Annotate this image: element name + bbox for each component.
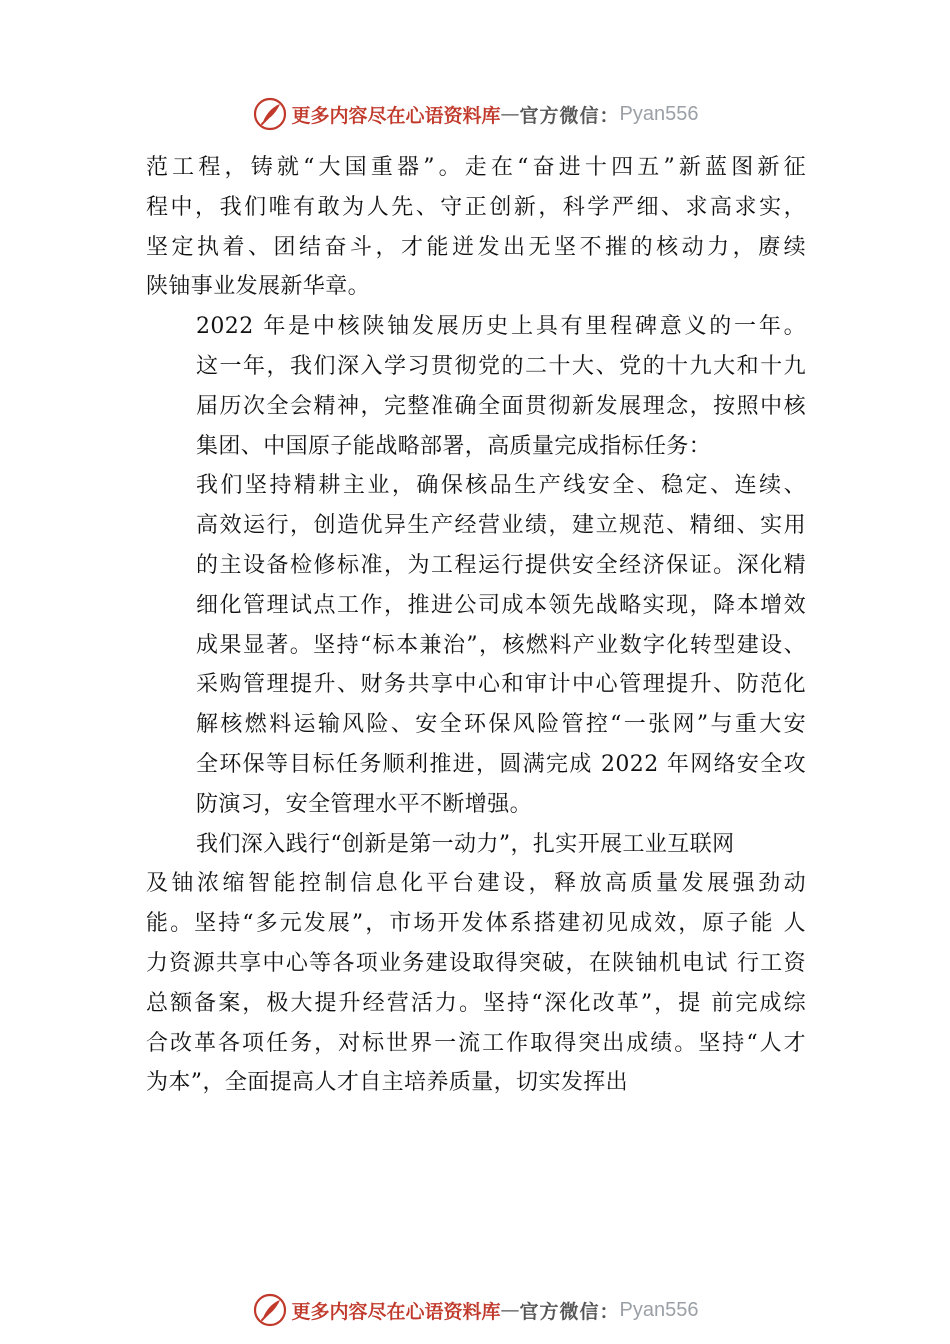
footer-watermark: [0, 1290, 950, 1330]
text-line: 防演习，安全管理水平不断增强。: [196, 791, 533, 817]
paragraph: [146, 864, 806, 1103]
text-line: 成果显著。坚持“标本兼治”，核燃料产业数字化转型建设、: [196, 632, 806, 658]
text-line: 能。坚持“多元发展”，市场开发体系搭建初见成效，原子能 人: [146, 911, 806, 937]
text-line: 的主设备检修标准，为工程运行提供安全经济保证。深化精: [196, 552, 806, 578]
text-line: 力资源共享中心等各项业务建设取得突破，在陕铀机电试 行工资: [146, 950, 806, 976]
watermark-contact-label: 官方微信：: [519, 1300, 620, 1323]
watermark-separator: —: [500, 1299, 520, 1321]
paragraph: [146, 825, 806, 865]
text-line: 坚定执着、团结奋斗，才能迸发出无坚不摧的核动力，赓续: [146, 234, 806, 260]
text-line: 这一年，我们深入学习贯彻党的二十大、党的十九大和十九: [196, 353, 806, 379]
header-watermark: [0, 94, 950, 134]
text-line: 全环保等目标任务顺利推进，圆满完成 2022 年网络安全攻: [196, 751, 806, 777]
text-line: 及铀浓缩智能控制信息化平台建设，释放高质量发展强劲动: [146, 871, 806, 897]
text-line: 细化管理试点工作，推进公司成本领先战略实现，降本增效: [196, 592, 806, 618]
text-line: 高效运行，创造优异生产经营业绩，建立规范、精细、实用: [196, 513, 806, 539]
text-line: 合改革各项任务，对标世界一流工作取得突出成绩。坚持“人才: [146, 1030, 806, 1056]
text-line: 总额备案，极大提升经营活力。坚持“深化改革”，提 前完成综: [146, 990, 806, 1016]
paragraph: [146, 307, 806, 466]
paragraph: [146, 148, 806, 307]
text-line: 为本”，全面提高人才自主培养质量，切实发挥出: [146, 1070, 629, 1096]
quill-pen-icon: [252, 1292, 288, 1328]
watermark-separator: —: [500, 103, 520, 125]
text-line: 采购管理提升、财务共享中心和审计中心管理提升、防范化: [196, 672, 806, 698]
document-body: [146, 148, 806, 1103]
quill-pen-icon: [252, 96, 288, 132]
text-line: 陕铀事业发展新华章。: [146, 274, 371, 300]
watermark-contact-id: Pyan556: [619, 1298, 699, 1321]
paragraph: [146, 466, 806, 824]
text-line: 范工程，铸就“大国重器”。走在“奋进十四五”新蓝图新征: [146, 155, 806, 180]
watermark-brand: 更多内容尽在心语资料库: [291, 104, 501, 127]
watermark-contact-id: Pyan556: [619, 102, 699, 125]
watermark-brand: 更多内容尽在心语资料库: [291, 1300, 501, 1323]
text-line: 集团、中国原子能战略部署，高质量完成指标任务：: [196, 433, 712, 459]
text-line: 解核燃料运输风险、安全环保风险管控“一张网”与重大安: [196, 712, 806, 738]
text-line: 2022 年是中核陕铀发展历史上具有里程碑意义的一年。: [196, 314, 806, 340]
text-line: 届历次全会精神，完整准确全面贯彻新发展理念，按照中核: [196, 393, 806, 419]
watermark-contact-label: 官方微信：: [519, 104, 620, 127]
text-line: 我们深入践行“创新是第一动力”，扎实开展工业互联网: [196, 831, 735, 857]
text-line: 程中，我们唯有敢为人先、守正创新，科学严细、求高求实，: [146, 194, 806, 220]
text-line: 我们坚持精耕主业，确保核品生产线安全、稳定、连续、: [196, 473, 806, 499]
